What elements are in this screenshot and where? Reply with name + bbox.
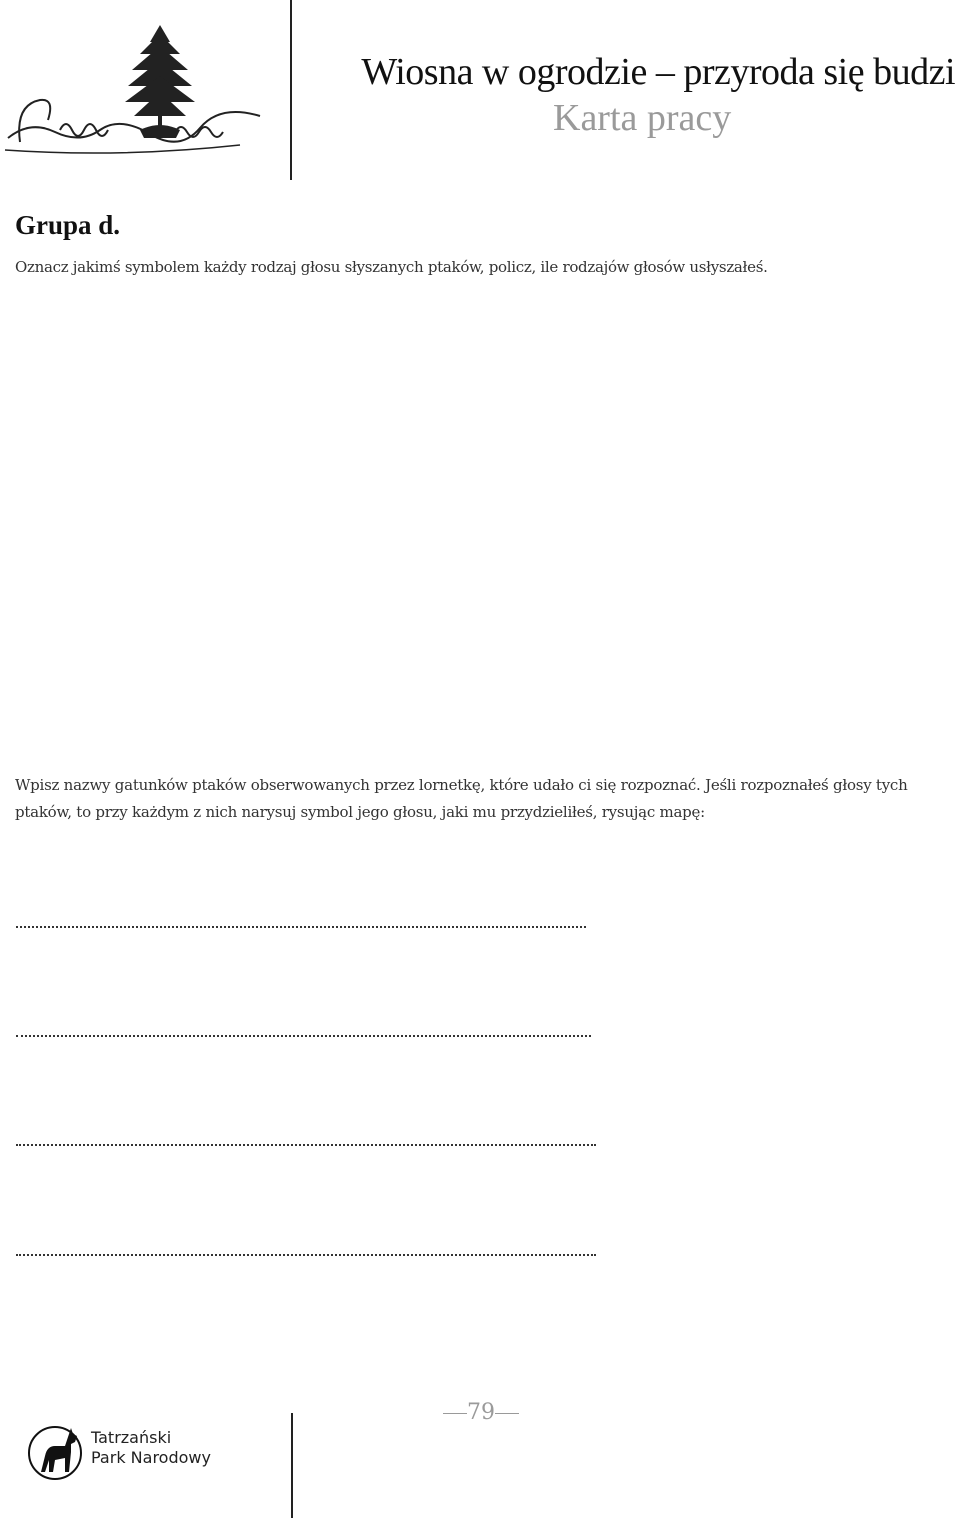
page-number-dash-right	[495, 1413, 519, 1414]
page-number-dash-left	[443, 1413, 467, 1414]
page-number	[440, 1400, 522, 1425]
answer-line-3[interactable]	[16, 1143, 596, 1146]
institution-line-1: Tatrzański	[91, 1428, 172, 1447]
answer-line-2[interactable]	[16, 1034, 591, 1037]
footer-divider	[291, 1413, 293, 1518]
institution-name	[91, 1428, 211, 1468]
header-divider	[290, 0, 292, 180]
document-title: Wiosna w ogrodzie – przyroda się budzi	[361, 51, 955, 93]
instruction-text-1: Oznacz jakimś symbolem każdy rodzaj głosu słyszanych ptaków, policz, ile rodzajów głosów usłyszałeś.	[15, 258, 768, 276]
instruction-text-2: Wpisz nazwy gatunków ptaków obserwowanych przez lornetkę, które udało ci się rozpoznać. Jeśli rozpoznałeś głosy tych ptaków, to przy każdym z nich narysuj symbol jego głosu, jaki mu przydzieliłeś, rysując mapę:	[15, 776, 908, 821]
institution-line-2: Park Narodowy	[91, 1448, 211, 1467]
answer-line-1[interactable]	[16, 925, 586, 928]
document-subtitle: Karta pracy	[553, 97, 732, 139]
answer-line-4[interactable]	[16, 1253, 596, 1256]
section-heading: Grupa d.	[15, 210, 121, 240]
page-number-value: 79	[467, 1400, 495, 1425]
tajemniczy-ogrod-logo	[0, 20, 275, 160]
chamois-logo-icon	[25, 1422, 87, 1482]
